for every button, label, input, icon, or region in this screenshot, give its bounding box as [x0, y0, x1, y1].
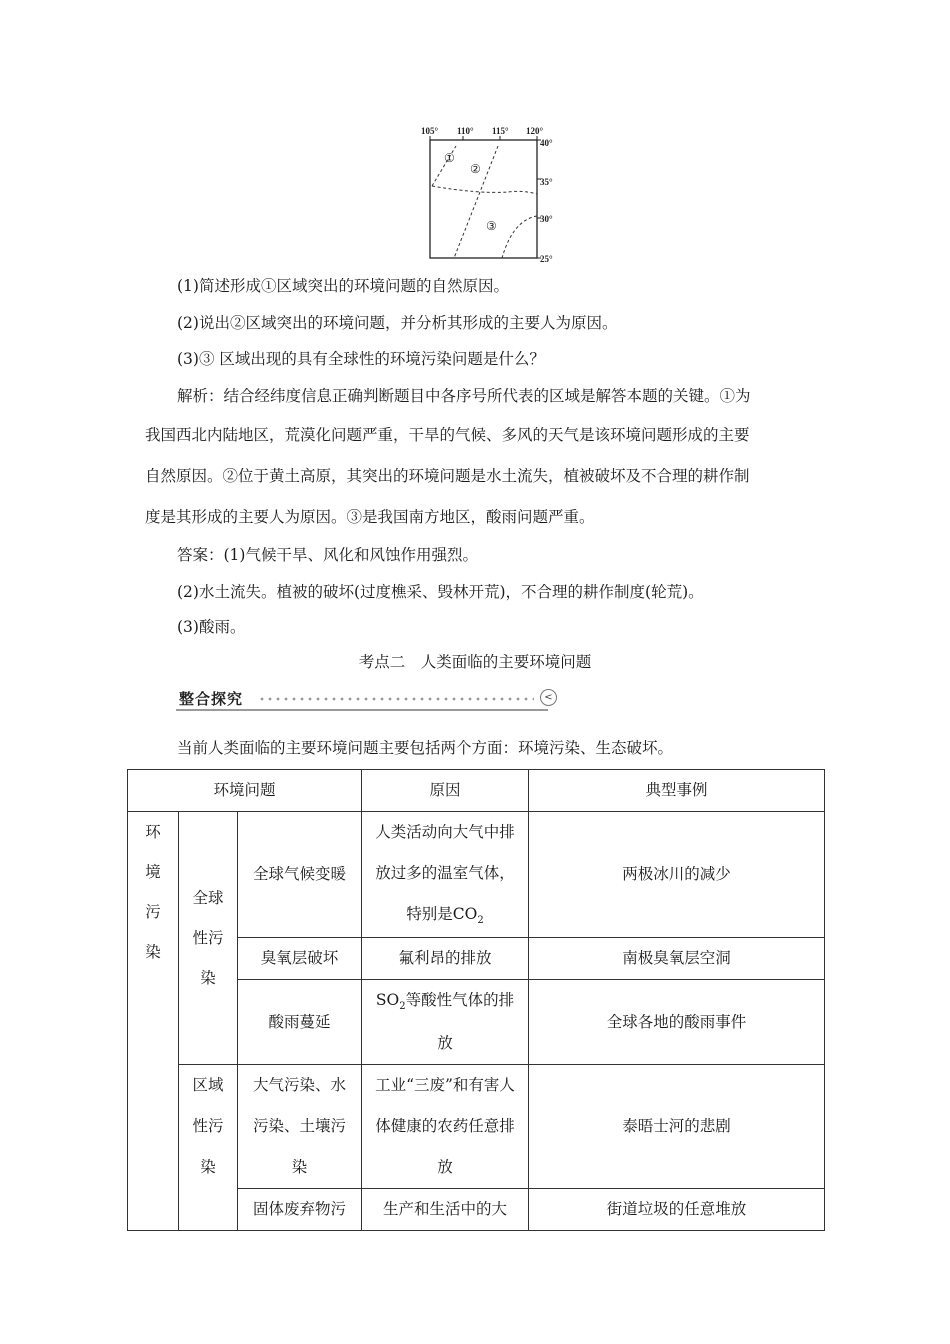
problem-cell: 固体废弃物污 [238, 1189, 362, 1231]
section-banner [176, 686, 560, 712]
intro-text: 当前人类面临的主要环境问题主要包括两个方面：环境污染、生态破坏。 [177, 739, 674, 757]
chevron-left-icon: < [540, 689, 557, 706]
cause-cell: 氟利昂的排放 [362, 938, 529, 980]
problem-cell: 酸雨蔓延 [238, 980, 362, 1065]
section-title: 考点二 人类面临的主要环境问题 [358, 653, 592, 671]
analysis-line: 解析：结合经纬度信息正确判断题目中各序号所代表的区域是解答本题的关键。①为 [177, 387, 751, 405]
lat-lon-map [418, 122, 558, 264]
region-marker-3: ③ [486, 219, 497, 233]
header-problem: 环境问题 [128, 770, 362, 812]
table-row [128, 812, 825, 938]
example-cell: 南极臭氧层空洞 [529, 938, 825, 980]
banner-underline [176, 709, 548, 711]
analysis-line: 度是其形成的主要人为原因。③是我国南方地区，酸雨问题严重。 [145, 508, 595, 526]
category-global-pollution: 全球性污染 [179, 812, 238, 1065]
lat-label: 25° [540, 254, 553, 264]
region-marker-1: ① [444, 151, 455, 165]
map-figure [418, 122, 558, 264]
environment-problems-table [127, 769, 825, 1231]
category-environment-pollution: 环境污染 [128, 812, 179, 1231]
header-example: 典型事例 [529, 770, 825, 812]
cause-text: 人类活动向大气中排放过多的温室气体，特别是CO [375, 823, 515, 923]
answer-line: (2)水土流失。植被的破坏(过度樵采、毁林开荒)，不合理的耕作制度(轮荒)。 [177, 583, 704, 601]
cause-cell [362, 980, 529, 1065]
lon-label: 110° [457, 126, 474, 136]
answer-line: (3)酸雨。 [177, 618, 246, 636]
lon-label: 115° [492, 126, 509, 136]
analysis-line: 自然原因。②位于黄土高原，其突出的环境问题是水土流失，植被破坏及不合理的耕作制 [145, 467, 750, 485]
lon-label: 120° [526, 126, 544, 136]
question-2: (2)说出②区域突出的环境问题，并分析其形成的主要人为原因。 [177, 314, 618, 332]
question-3: (3)③ 区域出现的具有全球性的环境污染问题是什么？ [177, 350, 545, 368]
example-cell: 泰晤士河的悲剧 [529, 1065, 825, 1189]
answer-line: 答案：(1)气候干旱、风化和风蚀作用强烈。 [177, 546, 478, 564]
category-regional-pollution: 区域性污染 [179, 1065, 238, 1231]
lat-label: 30° [540, 214, 553, 224]
banner-dots [258, 697, 534, 701]
region-marker-2: ② [470, 162, 481, 176]
table-header-row [128, 770, 825, 812]
example-cell: 两极冰川的减少 [529, 812, 825, 938]
cause-text: SO [375, 991, 400, 1009]
banner-title: 整合探究 [179, 690, 244, 708]
lon-label: 105° [421, 126, 439, 136]
cause-text: 等酸性气体的排放 [405, 991, 515, 1052]
problem-cell: 臭氧层破坏 [238, 938, 362, 980]
subscript: 2 [399, 1001, 406, 1012]
problem-cell: 全球气候变暖 [238, 812, 362, 938]
analysis-line: 我国西北内陆地区，荒漠化问题严重，干旱的气候、多风的天气是该环境问题形成的主要 [145, 426, 750, 444]
example-cell: 全球各地的酸雨事件 [529, 980, 825, 1065]
subscript: 2 [477, 915, 484, 926]
example-cell: 街道垃圾的任意堆放 [529, 1189, 825, 1231]
question-1: (1)简述形成①区域突出的环境问题的自然原因。 [177, 277, 509, 295]
problem-cell: 大气污染、水污染、土壤污染 [238, 1065, 362, 1189]
cause-cell: 工业“三废”和有害人体健康的农药任意排放 [362, 1065, 529, 1189]
header-cause: 原因 [362, 770, 529, 812]
cause-cell [362, 812, 529, 938]
table-row [128, 1065, 825, 1189]
lat-label: 40° [540, 138, 553, 148]
cause-cell: 生产和生活中的大 [362, 1189, 529, 1231]
lat-label: 35° [540, 177, 553, 187]
